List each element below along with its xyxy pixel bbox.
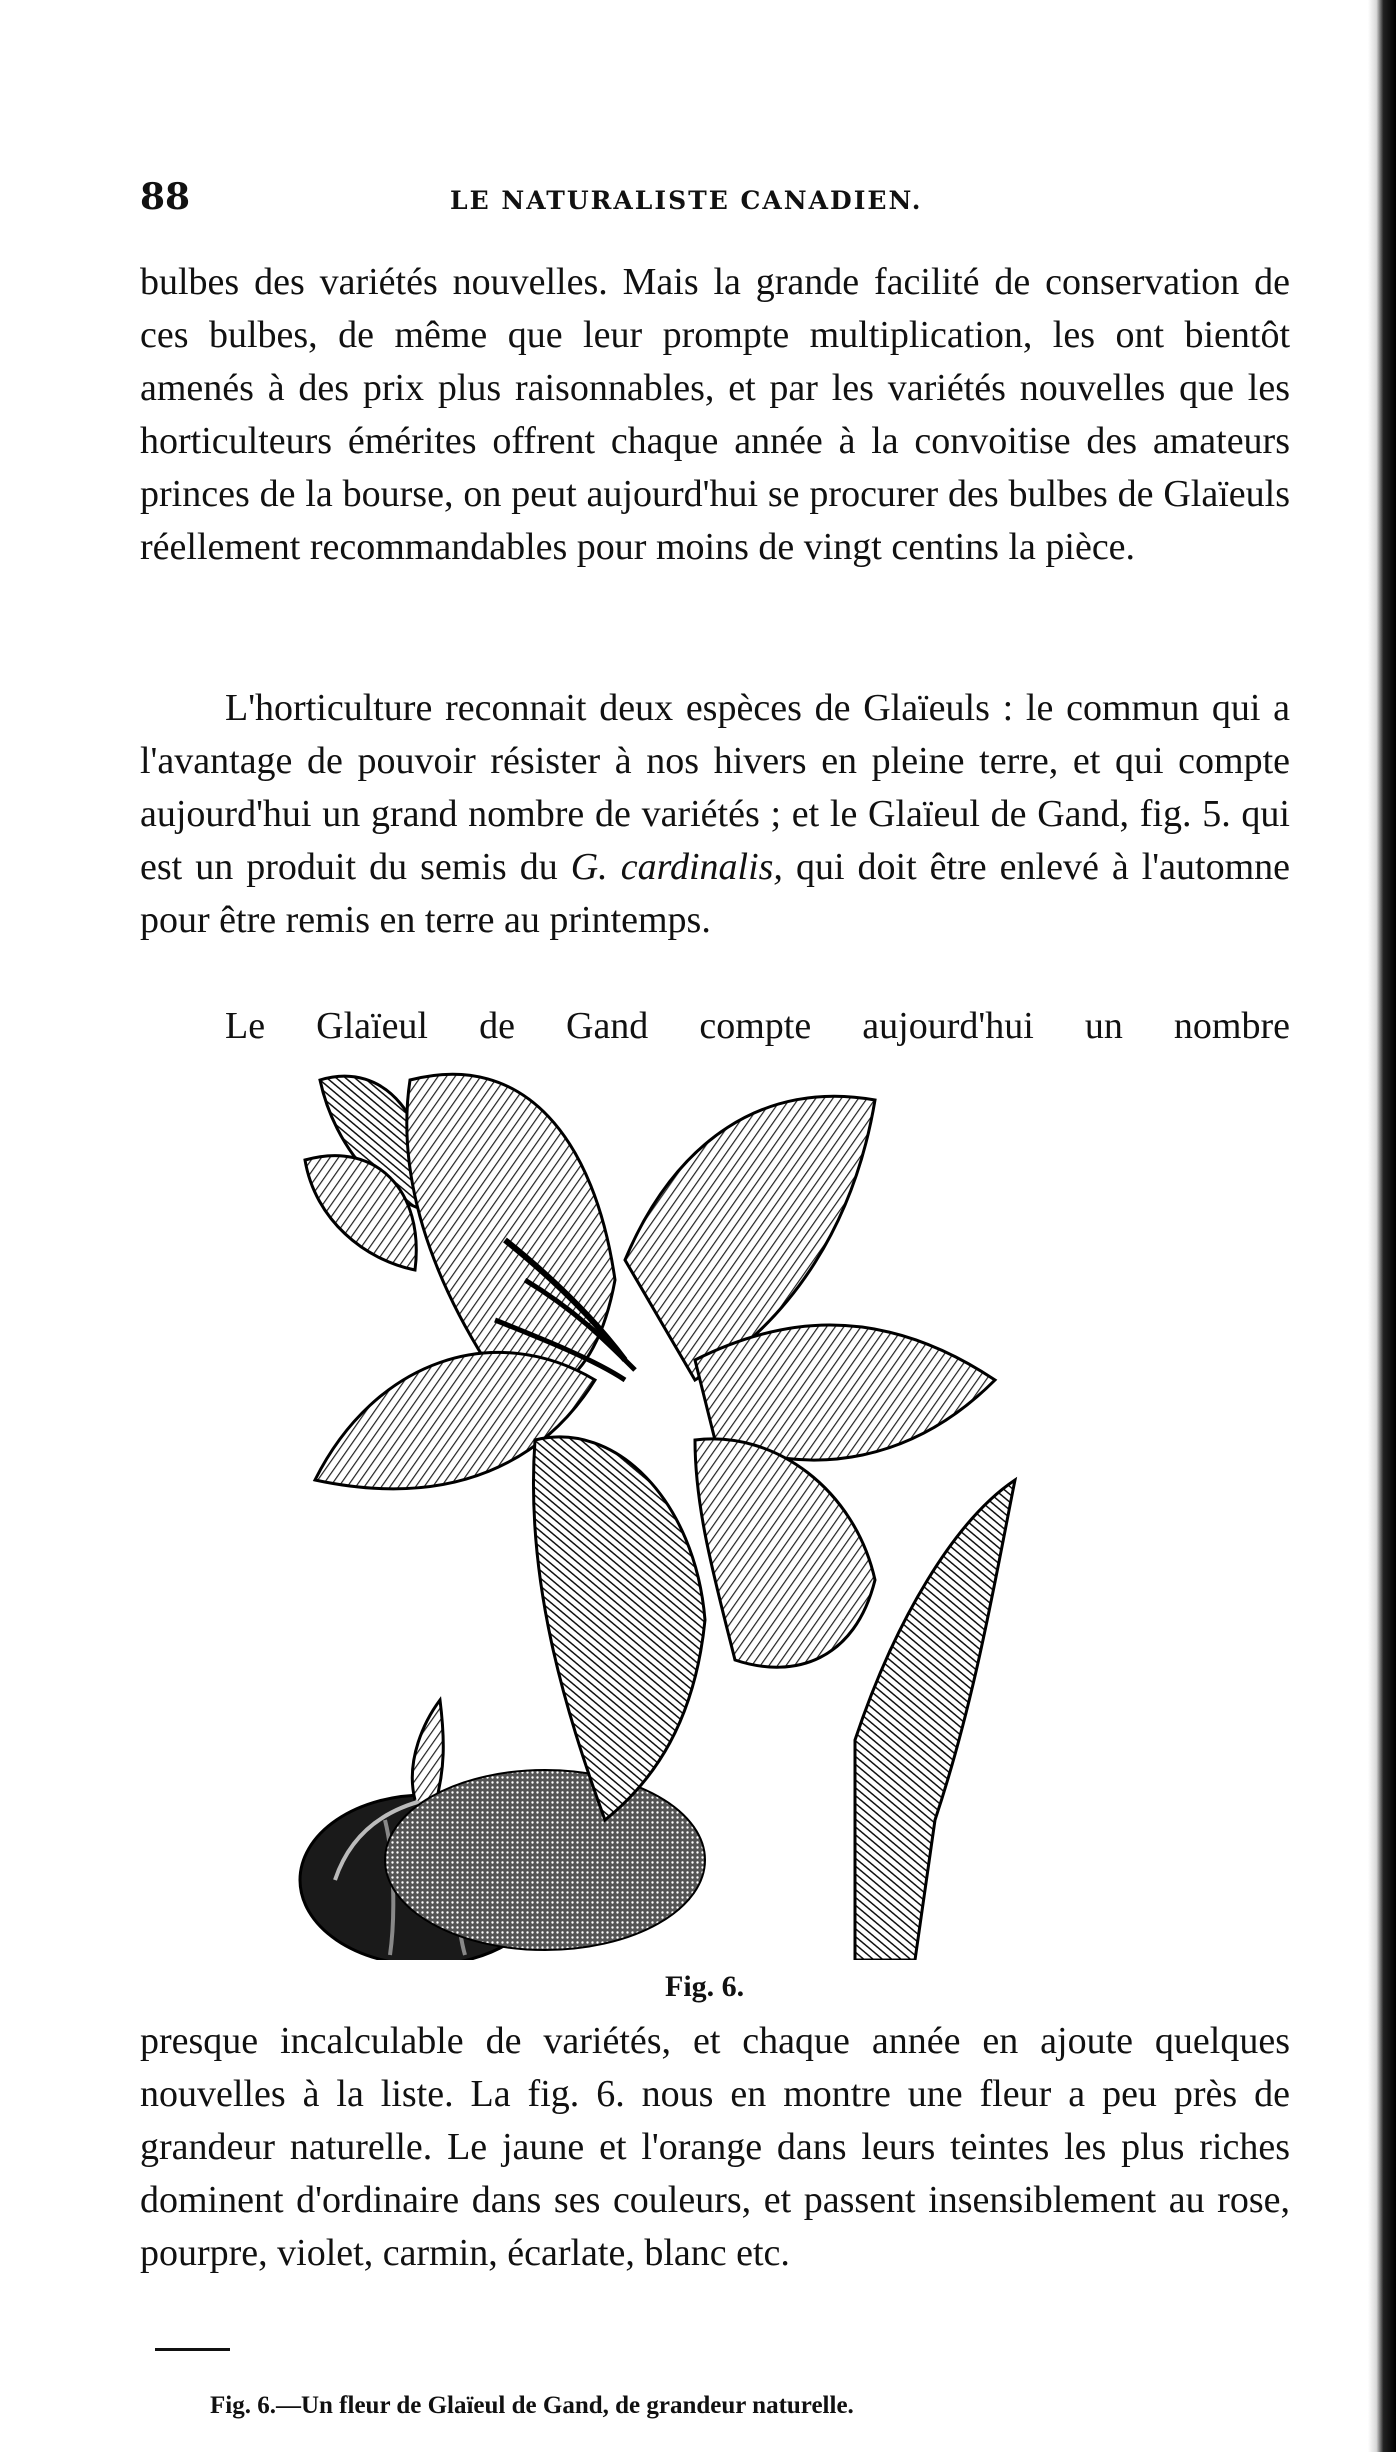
paragraph-1: bulbes des variétés nouvelles. Mais la grande facilité de conservation de ces bulbes, de même que leur prompte multiplication, les ont bientôt amenés à des prix plus raisonnables, et par les variétés nouvelles que les horticulteurs émérites offrent chaque année à la convoitise des amateurs princes de la bourse, on peut aujourd'hui se procurer des bulbes de Glaïeuls réellement recommandables pour moins de vingt centins la pièce. (140, 261, 1290, 568)
page-number: 88 (140, 176, 191, 218)
footnote: Fig. 6.—Un fleur de Glaïeul de Gand, de grandeur naturelle. (210, 2392, 854, 2419)
paragraph-4: presque incalculable de variétés, et chaque année en ajoute quelques nouvelles à la liste. La fig. 6. nous en montre une fleur a peu près de grandeur naturelle. Le jaune et l'orange dans leurs teintes les plus riches dominent d'ordinaire dans ses couleurs, et passent insensiblement au rose, pourpre, violet, carmin, écarlate, blanc etc. (140, 2020, 1290, 2274)
footnote-rule (155, 2348, 230, 2351)
page-edge-shadow (1368, 0, 1396, 2452)
species-name: G. cardinalis, (570, 846, 783, 888)
paragraph-2-text-a: L'horticulture reconnait deux espèces de Glaïeuls : le commun qui a l'avantage de pouvoir résister à nos hivers en pleine terre, et qui compte aujourd'hui un grand nombre de variétés ; et le Glaïeul de Gand, fig. 5. qui est un produit du semis du (140, 687, 1290, 888)
gladiolus-illustration (295, 1060, 1155, 1960)
paragraph-3: Le Glaïeul de Gand compte aujourd'hui un nombre (225, 1005, 1290, 1047)
paragraph-2-text-b: qui doit être enlevé à l'automne pour être remis en terre au printemps. (140, 846, 1290, 941)
paragraph-2 (140, 682, 1290, 947)
running-title: LE NATURALISTE CANADIEN. (450, 186, 923, 215)
page-header (140, 176, 1290, 220)
figure-caption: Fig. 6. (665, 1970, 745, 2003)
